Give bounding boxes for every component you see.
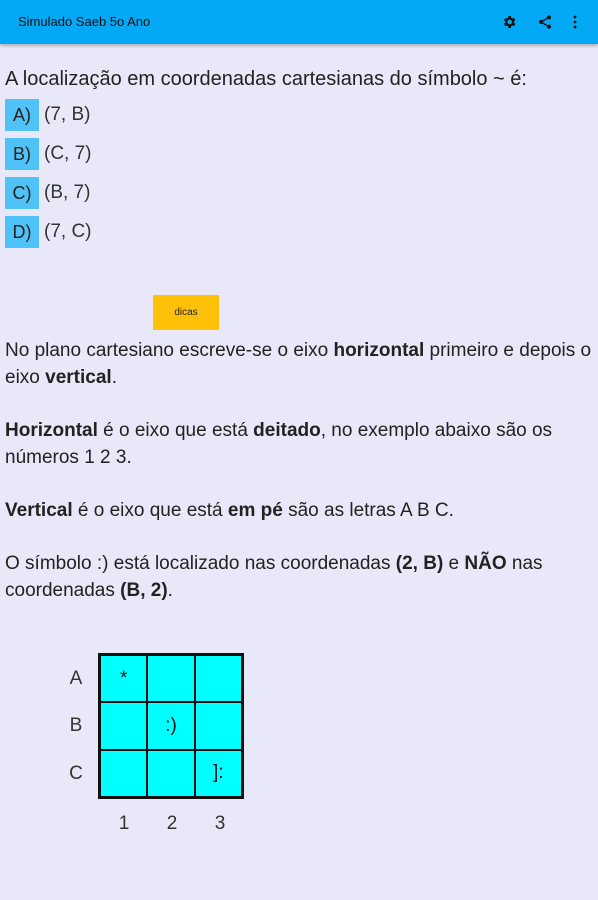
bold-text: Vertical: [5, 500, 73, 521]
row-label-a: A: [69, 668, 83, 689]
option-d[interactable]: [5, 216, 92, 248]
bold-text: (2, B): [395, 553, 444, 574]
grid-cell: [100, 702, 147, 749]
option-letter[interactable]: C): [5, 177, 39, 209]
text: é o eixo que está: [97, 420, 254, 441]
col-label-3: 3: [214, 813, 226, 834]
bold-text: vertical: [45, 367, 112, 388]
grid-cell: [100, 750, 147, 797]
hint-button[interactable]: dicas: [153, 295, 219, 330]
option-letter[interactable]: B): [5, 138, 39, 170]
explanation-paragraph-4: [5, 550, 595, 604]
option-letter[interactable]: D): [5, 216, 39, 248]
share-icon[interactable]: [534, 11, 556, 33]
option-b[interactable]: [5, 138, 92, 170]
grid-cell: [195, 702, 242, 749]
bold-text: horizontal: [333, 340, 425, 361]
option-text[interactable]: (7, C): [44, 221, 92, 242]
bold-text: em pé: [227, 500, 283, 521]
text: e: [443, 553, 465, 574]
question-text: A localização em coordenadas cartesianas do símbolo ~ é:: [5, 68, 527, 90]
col-label-2: 2: [166, 813, 178, 834]
bold-text: deitado: [253, 420, 321, 441]
text: O símbolo :) está localizado nas coordenadas: [5, 553, 396, 574]
bold-text: NÃO: [464, 553, 507, 574]
app-bar: [0, 0, 598, 44]
grid-cell: ]:: [195, 750, 242, 797]
row-label-b: B: [69, 715, 83, 736]
grid-cell: [147, 750, 194, 797]
col-label-1: 1: [118, 813, 130, 834]
option-text[interactable]: (7, B): [44, 104, 91, 125]
option-text[interactable]: (B, 7): [44, 182, 91, 203]
explanation-paragraph-3: [5, 497, 595, 524]
app-title: Simulado Saeb 5o Ano: [18, 14, 151, 29]
explanation-paragraph-1: [5, 337, 595, 391]
grid-cell: :): [147, 702, 194, 749]
text: primeiro e depois o eixo: [5, 340, 592, 388]
bold-text: Horizontal: [5, 420, 98, 441]
option-c[interactable]: [5, 177, 90, 209]
option-letter[interactable]: A): [5, 99, 39, 131]
more-vert-icon[interactable]: [564, 11, 586, 33]
option-text[interactable]: (C, 7): [44, 143, 92, 164]
explanation-paragraph-2: [5, 417, 595, 471]
text: No plano cartesiano escreve-se o eixo: [5, 340, 334, 361]
gear-icon[interactable]: [498, 11, 520, 33]
text: .: [167, 580, 173, 601]
text: , no exemplo abaixo são os números 1 2 3.: [5, 420, 553, 468]
grid-cell: [147, 655, 194, 702]
row-label-c: C: [69, 763, 83, 784]
text: é o eixo que está: [72, 500, 228, 521]
text: .: [111, 367, 117, 388]
grid-cell: [195, 655, 242, 702]
grid-cell: *: [100, 655, 147, 702]
text: são as letras A B C.: [282, 500, 454, 521]
text: nas coordenadas: [5, 553, 543, 601]
option-a[interactable]: [5, 99, 90, 131]
bold-text: (B, 2): [120, 580, 168, 601]
coordinate-grid: [98, 653, 244, 799]
